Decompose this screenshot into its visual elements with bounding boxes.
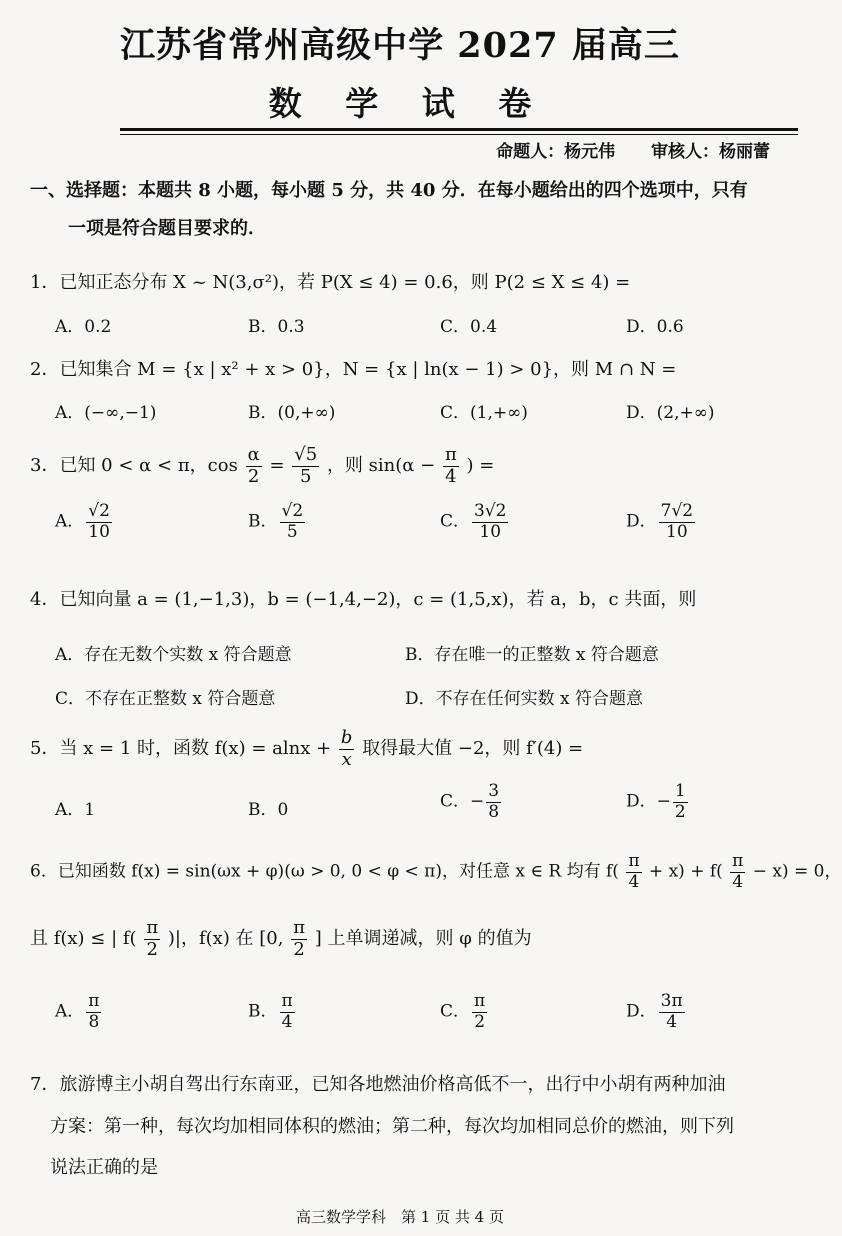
reviewer: 审核人：杨丽蕾 [651, 142, 770, 162]
question-1: 1．已知正态分布 X ~ N(3,σ²)，若 P(X ≤ 4) = 0.6，则 P(2 ≤ X ≤ 4) = [30, 272, 631, 293]
q3-option-a: A． $\frac{√2}{10}$ [55, 501, 110, 542]
question-7-cont2: 说法正确的是 [50, 1157, 158, 1178]
subject-title: 数 学 试 卷 [268, 84, 548, 123]
question-3: 3．已知 0 < α < π，cos $\frac{\alpha}{2}$ = $\frac{√5}{5}$ ，则 sin(α − $\frac{\pi}{4}$ ) = [30, 444, 495, 487]
q2-option-b: B．(0,+∞) [248, 403, 336, 423]
authors [466, 137, 770, 162]
question-5: 5．当 x = 1 时，函数 f(x) = alnx + $\frac{b}{x}$ 取得最大值 −2，则 f′(4) = [30, 727, 584, 770]
header-rule-thin [120, 134, 798, 135]
question-6-cont: 且 f(x) ≤ | f( $\frac{\pi}{2}$ )|，f(x) 在 [0, $\frac{\pi}{2}$ ] 上单调递减，则 φ 的值为 [30, 917, 532, 960]
section-heading: 一、选择题：本题共 8 小题，每小题 5 分，共 40 分．在每小题给出的四个选项中，只有 [30, 180, 748, 201]
q3-option-c: C． $\frac{3√2}{10}$ [440, 501, 507, 542]
q3-option-b: B． $\frac{√2}{5}$ [248, 501, 304, 542]
q6-option-a: A． $\frac{\pi}{8}$ [55, 991, 100, 1032]
q5-option-c: C．− $\frac{3}{8}$ [440, 781, 500, 822]
question-7: 7．旅游博主小胡自驾出行东南亚，已知各地燃油价格高低不一，出行中小胡有两种加油 [30, 1074, 726, 1095]
page-footer: 高三数学学科 第 1 页 共 4 页 [296, 1208, 504, 1226]
q1-option-a: A．0.2 [55, 317, 112, 337]
header-rule [120, 128, 798, 131]
q1-option-b: B．0.3 [248, 317, 305, 337]
q6-option-c: C． $\frac{\pi}{2}$ [440, 991, 486, 1032]
q5-option-a: A．1 [55, 800, 96, 820]
q4-option-c: C．不存在正整数 x 符合题意 [55, 689, 276, 709]
q2-option-a: A．(−∞,−1) [55, 403, 157, 423]
q4-option-d: D．不存在任何实数 x 符合题意 [405, 689, 644, 709]
q4-option-a: A．存在无数个实数 x 符合题意 [55, 645, 292, 665]
q6-option-b: B． $\frac{\pi}{4}$ [248, 991, 293, 1032]
q1-option-c: C．0.4 [440, 317, 498, 337]
school-title: 江苏省常州高级中学 2027 届高三 [120, 25, 680, 66]
q4-option-b: B．存在唯一的正整数 x 符合题意 [405, 645, 659, 665]
question-6: 6．已知函数 f(x) = sin(ωx + φ)(ω > 0, 0 < φ < π)，对任意 x ∈ R 均有 f( $\frac{\pi}{4}$ + x) + f( $\frac{\pi}{4}$ − x) = 0， [30, 851, 842, 892]
q2-option-d: D．(2,+∞) [626, 403, 715, 423]
setter: 命题人：杨元伟 [496, 142, 616, 162]
q5-option-d: D．− $\frac{1}{2}$ [626, 781, 686, 822]
question-4: 4．已知向量 a = (1,−1,3)，b = (−1,4,−2)，c = (1,5,x)，若 a，b，c 共面，则 [30, 589, 697, 610]
q3-option-d: D． $\frac{7√2}{10}$ [626, 501, 694, 542]
section-heading-cont: 一项是符合题目要求的． [68, 218, 266, 239]
q5-option-b: B．0 [248, 800, 289, 820]
question-7-cont: 方案：第一种，每次均加相同体积的燃油；第二种，每次均加相同总价的燃油，则下列 [50, 1116, 734, 1137]
question-2: 2．已知集合 M = {x | x² + x > 0}，N = {x | ln(x − 1) > 0}，则 M ∩ N = [30, 359, 677, 380]
q1-option-d: D．0.6 [626, 317, 684, 337]
q2-option-c: C．(1,+∞) [440, 403, 528, 423]
q6-option-d: D． $\frac{3\pi}{4}$ [626, 991, 683, 1032]
